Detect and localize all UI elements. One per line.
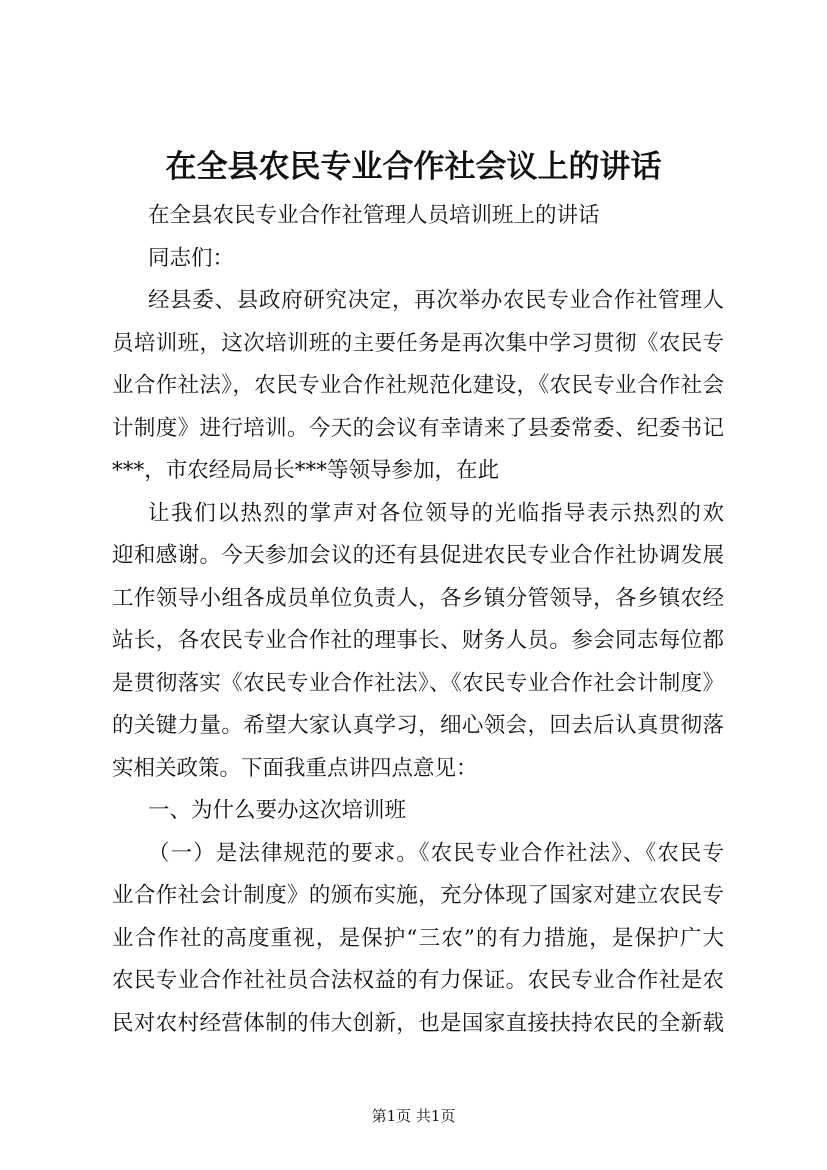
section-heading: 一、为什么要办这次培训班 <box>148 798 407 823</box>
body-line: 的关键力量。希望大家认真学习，细心领会，回去后认真贯彻落 <box>112 713 724 738</box>
subtitle-line: 在全县农民专业合作社管理人员培训班上的讲话 <box>148 203 600 228</box>
document-body <box>112 195 724 1045</box>
body-line: 经县委、县政府研究决定，再次举办农民专业合作社管理人 <box>148 288 724 313</box>
page-number: 第1页 共1页 <box>371 1107 456 1125</box>
body-line: 农民专业合作社社员合法权益的有力保证。农民专业合作社是农 <box>112 968 724 993</box>
body-line: 业合作社会计制度》的颁布实施，充分体现了国家对建立农民专 <box>112 883 724 908</box>
body-line: ***，市农经局局长***等领导参加，在此 <box>112 458 500 483</box>
body-line: 业合作社法》，农民专业合作社规范化建设，《农民专业合作社会 <box>112 373 724 398</box>
body-line: 工作领导小组各成员单位负责人，各乡镇分管领导，各乡镇农经 <box>112 585 724 611</box>
body-line: （一）是法律规范的要求。《农民专业合作社法》、《农民专 <box>148 840 724 866</box>
body-line: 员培训班，这次培训班的主要任务是再次集中学习贯彻《农民专 <box>112 330 724 356</box>
document-title: 在全县农民专业合作社会议上的讲话 <box>165 149 662 185</box>
body-line: 业合作社的高度重视，是保护“三农”的有力措施，是保护广大 <box>112 925 724 951</box>
salutation-line: 同志们： <box>148 245 235 271</box>
body-line: 让我们以热烈的掌声对各位领导的光临指导表示热烈的欢 <box>148 500 724 526</box>
body-line: 实相关政策。下面我重点讲四点意见： <box>112 755 478 781</box>
body-line: 站长，各农民专业合作社的理事长、财务人员。参会同志每位都 <box>112 628 724 653</box>
body-line: 是贯彻落实《农民专业合作社法》、《农民专业合作社会计制度》 <box>112 670 724 696</box>
body-line: 计制度》进行培训。今天的会议有幸请来了县委常委、纪委书记 <box>112 415 724 441</box>
body-line: 民对农村经营体制的伟大创新，也是国家直接扶持农民的全新载 <box>112 1010 724 1036</box>
body-line: 迎和感谢。今天参加会议的还有县促进农民专业合作社协调发展 <box>112 543 724 568</box>
